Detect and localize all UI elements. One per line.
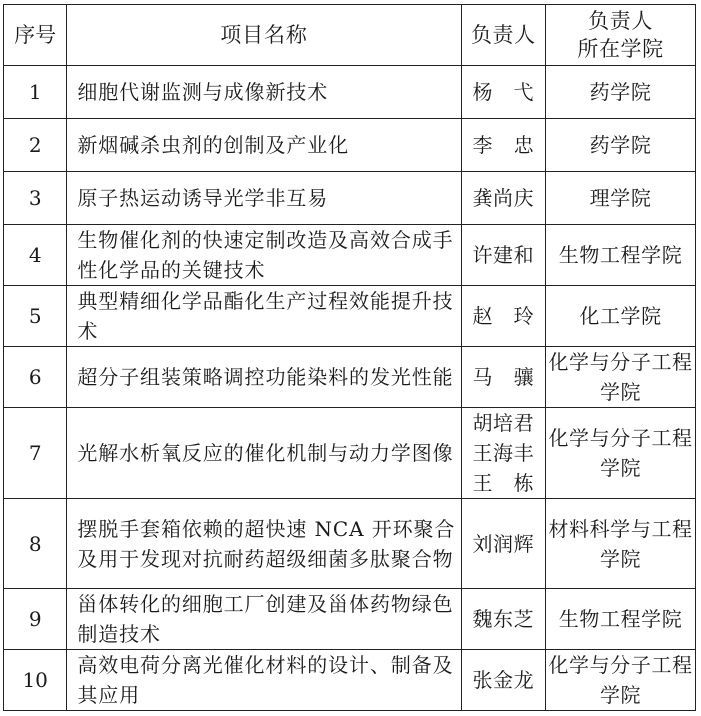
- table-row: [4, 66, 696, 119]
- leader-name: 王 栋: [472, 471, 535, 495]
- cell-num: 1: [4, 66, 67, 119]
- cell-project-name: 甾体转化的细胞工厂创建及甾体药物绿色制造技术: [67, 589, 461, 650]
- cell-school: 药学院: [546, 66, 696, 119]
- cell-school: 化学与分子工程学院: [546, 650, 696, 711]
- header-project-name: 项目名称: [67, 5, 461, 66]
- table-header-row: [4, 5, 696, 66]
- leader-name: 许建和: [472, 243, 535, 267]
- cell-leader: [461, 650, 545, 711]
- cell-project-name: 细胞代谢监测与成像新技术: [67, 66, 461, 119]
- cell-leader: [461, 119, 545, 172]
- leader-name: 张金龙: [472, 668, 535, 692]
- leader-name: 胡培君: [472, 411, 535, 435]
- leader-name: 赵 玲: [472, 304, 535, 328]
- cell-project-name: 原子热运动诱导光学非互易: [67, 172, 461, 225]
- cell-num: 5: [4, 286, 67, 347]
- cell-num: 7: [4, 408, 67, 499]
- cell-leader: [461, 589, 545, 650]
- cell-school: 药学院: [546, 119, 696, 172]
- cell-num: 2: [4, 119, 67, 172]
- cell-school: 生物工程学院: [546, 225, 696, 286]
- leader-name: 刘润辉: [472, 531, 535, 556]
- leader-name: 魏东芝: [472, 607, 535, 631]
- cell-num: 3: [4, 172, 67, 225]
- cell-num: 10: [4, 650, 67, 711]
- cell-school: 生物工程学院: [546, 589, 696, 650]
- cell-num: 4: [4, 225, 67, 286]
- cell-school: 化工学院: [546, 286, 696, 347]
- table-row: [4, 408, 696, 499]
- cell-project-name: 摆脱手套箱依赖的超快速 NCA 开环聚合及用于发现对抗耐药超级细菌多肽聚合物: [67, 499, 461, 589]
- cell-school: 理学院: [546, 172, 696, 225]
- leader-name: 王海丰: [472, 441, 535, 465]
- header-leader: 负责人: [461, 5, 545, 66]
- cell-leader: [461, 286, 545, 347]
- cell-school: 化学与分子工程学院: [546, 347, 696, 408]
- table-row: [4, 499, 696, 589]
- leader-name: 马 骧: [472, 365, 535, 389]
- table-row: [4, 119, 696, 172]
- cell-project-name: 生物催化剂的快速定制改造及高效合成手性化学品的关键技术: [67, 225, 461, 286]
- leader-name: 龚尚庆: [472, 186, 535, 210]
- leader-name: 李 忠: [472, 133, 535, 157]
- cell-num: 9: [4, 589, 67, 650]
- table-row: [4, 347, 696, 408]
- cell-leader: [461, 347, 545, 408]
- cell-project-name: 新烟碱杀虫剂的创制及产业化: [67, 119, 461, 172]
- cell-project-name: 光解水析氧反应的催化机制与动力学图像: [67, 408, 461, 499]
- cell-project-name: 典型精细化学品酯化生产过程效能提升技术: [67, 286, 461, 347]
- cell-num: 8: [4, 499, 67, 589]
- table-row: [4, 286, 696, 347]
- cell-project-name: 超分子组装策略调控功能染料的发光性能: [67, 347, 461, 408]
- cell-leader: [461, 66, 545, 119]
- cell-leader: [461, 408, 545, 499]
- leader-name: 杨 弋: [472, 80, 535, 104]
- table-row: [4, 589, 696, 650]
- cell-project-name: 高效电荷分离光催化材料的设计、制备及其应用: [67, 650, 461, 711]
- table-row: [4, 225, 696, 286]
- table-row: [4, 650, 696, 711]
- table-row: [4, 172, 696, 225]
- cell-school: 化学与分子工程学院: [546, 408, 696, 499]
- cell-school: 材料科学与工程学院: [546, 499, 696, 589]
- header-school: 负责人 所在学院: [546, 5, 696, 66]
- header-num: 序号: [4, 5, 67, 66]
- cell-num: 6: [4, 347, 67, 408]
- cell-leader: [461, 499, 545, 589]
- cell-leader: [461, 172, 545, 225]
- cell-leader: [461, 225, 545, 286]
- project-table: [3, 4, 696, 711]
